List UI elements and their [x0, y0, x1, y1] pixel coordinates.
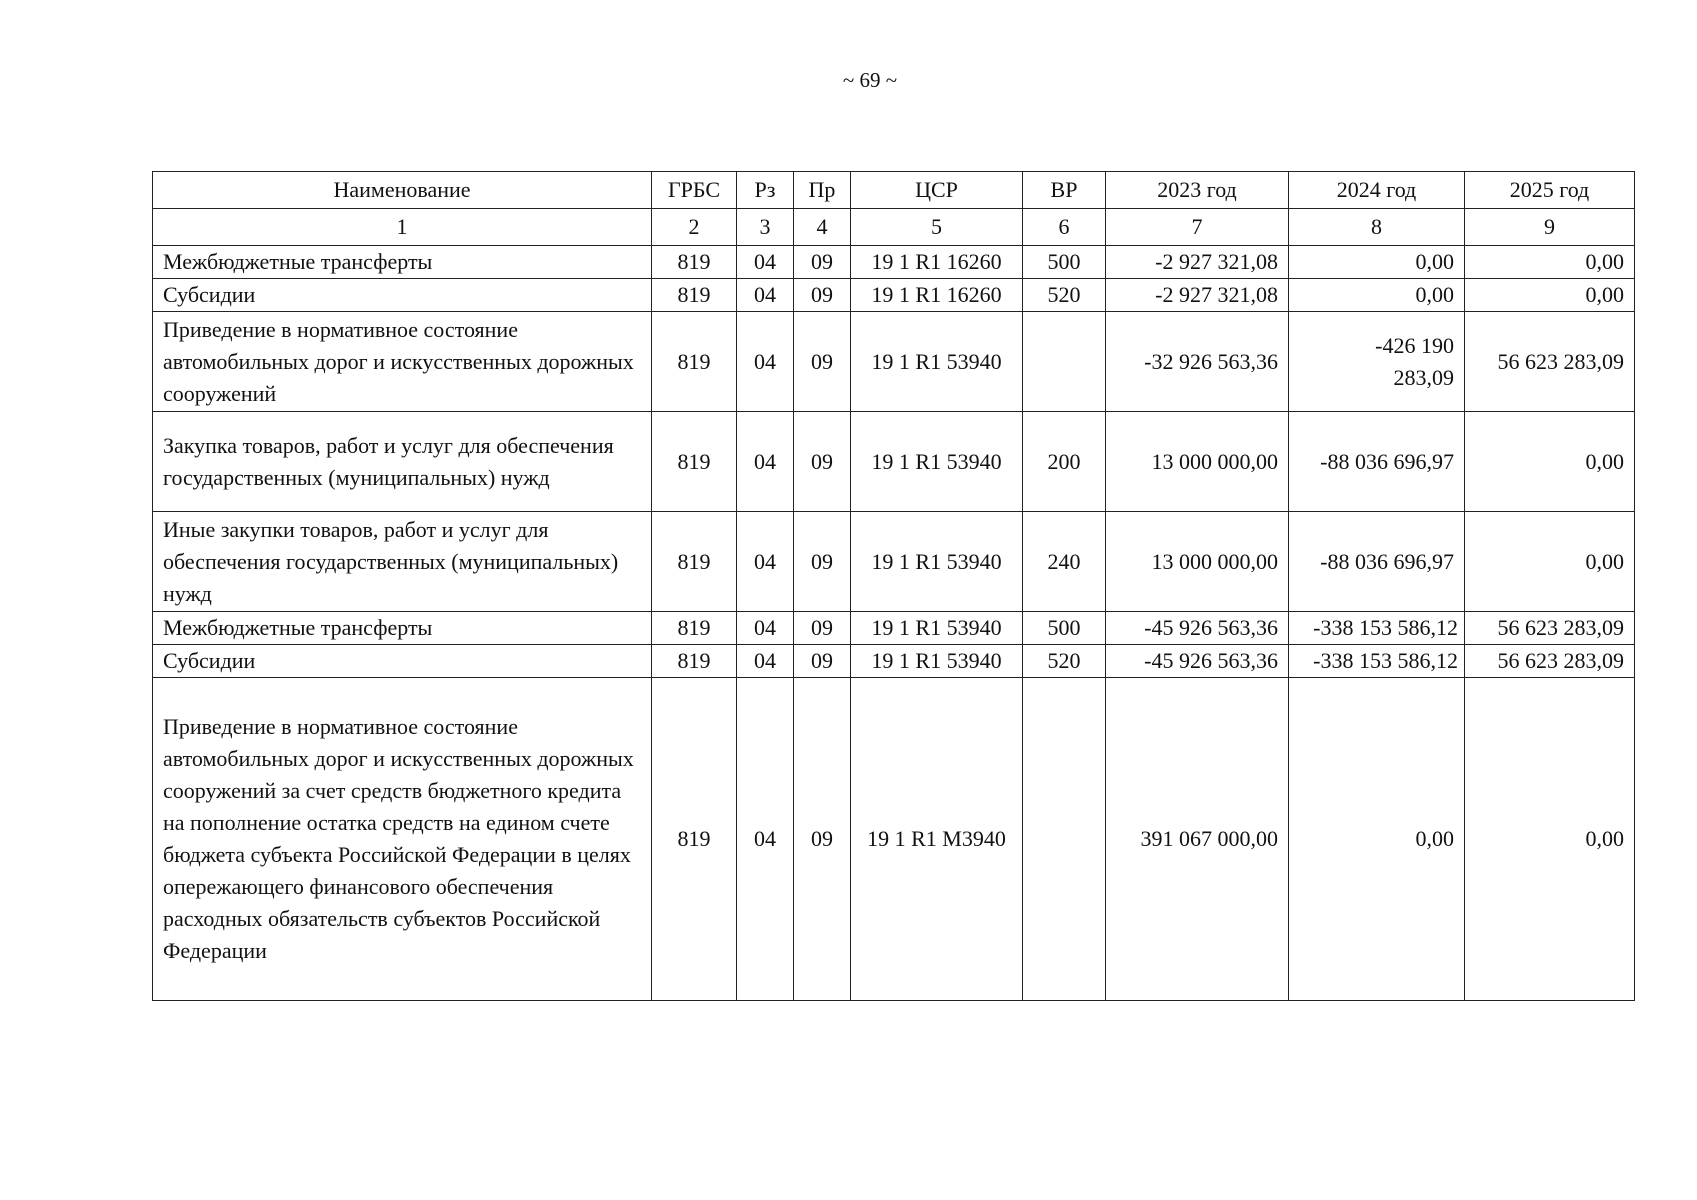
cell-2024: -338 153 586,12 [1289, 612, 1465, 645]
cell-2025: 56 623 283,09 [1465, 612, 1635, 645]
cell-2025: 0,00 [1465, 279, 1635, 312]
cell-name: Иные закупки товаров, работ и услуг для обеспечения государственных (муниципальных) нужд [153, 512, 652, 612]
column-number: 4 [794, 209, 851, 246]
cell-grbs: 819 [652, 312, 737, 412]
column-number: 7 [1106, 209, 1289, 246]
cell-pr: 09 [794, 312, 851, 412]
cell-2024: 0,00 [1289, 279, 1465, 312]
cell-grbs: 819 [652, 279, 737, 312]
column-number: 9 [1465, 209, 1635, 246]
cell-pr: 09 [794, 645, 851, 678]
cell-vr [1023, 312, 1106, 412]
cell-vr: 520 [1023, 279, 1106, 312]
cell-grbs: 819 [652, 612, 737, 645]
cell-csr: 19 1 R1 53940 [851, 645, 1023, 678]
cell-2023: -2 927 321,08 [1106, 279, 1289, 312]
cell-csr: 19 1 R1 53940 [851, 412, 1023, 512]
cell-pr: 09 [794, 678, 851, 1001]
cell-csr: 19 1 R1 53940 [851, 512, 1023, 612]
cell-rz: 04 [737, 246, 794, 279]
cell-vr: 520 [1023, 645, 1106, 678]
cell-rz: 04 [737, 412, 794, 512]
header-name: Наименование [153, 172, 652, 209]
cell-2024: -426 190 283,09 [1289, 312, 1465, 412]
header-rz: Рз [737, 172, 794, 209]
cell-name: Приведение в нормативное состояние автомобильных дорог и искусственных дорожных сооружений за счет средств бюджетного кредита на пополнение остатка средств на едином счете бюджета субъекта Российской Федерации в целях опережающего финансового обеспечения расходных обязательств субъектов Российской Федерации [153, 678, 652, 1001]
cell-pr: 09 [794, 512, 851, 612]
column-number: 8 [1289, 209, 1465, 246]
table-row [153, 612, 1635, 645]
cell-rz: 04 [737, 678, 794, 1001]
cell-2024: -88 036 696,97 [1289, 512, 1465, 612]
cell-rz: 04 [737, 279, 794, 312]
table-row [153, 246, 1635, 279]
cell-vr: 240 [1023, 512, 1106, 612]
cell-2023: -45 926 563,36 [1106, 612, 1289, 645]
header-2024: 2024 год [1289, 172, 1465, 209]
cell-2023: 13 000 000,00 [1106, 412, 1289, 512]
cell-vr: 500 [1023, 612, 1106, 645]
cell-csr: 19 1 R1 16260 [851, 246, 1023, 279]
header-row [153, 172, 1635, 209]
table-row [153, 279, 1635, 312]
cell-pr: 09 [794, 279, 851, 312]
cell-2023: 391 067 000,00 [1106, 678, 1289, 1001]
cell-name: Субсидии [153, 279, 652, 312]
table-row [153, 645, 1635, 678]
cell-name: Приведение в нормативное состояние автомобильных дорог и искусственных дорожных сооружений [153, 312, 652, 412]
cell-pr: 09 [794, 412, 851, 512]
cell-vr: 200 [1023, 412, 1106, 512]
cell-vr: 500 [1023, 246, 1106, 279]
cell-2025: 0,00 [1465, 678, 1635, 1001]
column-number-row [153, 209, 1635, 246]
cell-2024: -338 153 586,12 [1289, 645, 1465, 678]
cell-rz: 04 [737, 612, 794, 645]
table-row [153, 312, 1635, 412]
column-number: 2 [652, 209, 737, 246]
cell-2024: -88 036 696,97 [1289, 412, 1465, 512]
cell-vr [1023, 678, 1106, 1001]
cell-grbs: 819 [652, 645, 737, 678]
header-pr: Пр [794, 172, 851, 209]
cell-2024: 0,00 [1289, 678, 1465, 1001]
cell-csr: 19 1 R1 16260 [851, 279, 1023, 312]
column-number: 3 [737, 209, 794, 246]
cell-2023: -2 927 321,08 [1106, 246, 1289, 279]
cell-name: Межбюджетные трансферты [153, 612, 652, 645]
cell-2023: 13 000 000,00 [1106, 512, 1289, 612]
cell-rz: 04 [737, 312, 794, 412]
budget-table [152, 171, 1635, 1001]
header-2025: 2025 год [1465, 172, 1635, 209]
cell-2025: 0,00 [1465, 512, 1635, 612]
cell-2025: 0,00 [1465, 246, 1635, 279]
cell-pr: 09 [794, 246, 851, 279]
cell-rz: 04 [737, 645, 794, 678]
cell-grbs: 819 [652, 246, 737, 279]
table-row [153, 412, 1635, 512]
page-number: ~ 69 ~ [842, 68, 898, 92]
cell-grbs: 819 [652, 412, 737, 512]
cell-pr: 09 [794, 612, 851, 645]
cell-csr: 19 1 R1 53940 [851, 612, 1023, 645]
column-number: 6 [1023, 209, 1106, 246]
table-row [153, 678, 1635, 1001]
header-csr: ЦСР [851, 172, 1023, 209]
column-number: 5 [851, 209, 1023, 246]
cell-csr: 19 1 R1 53940 [851, 312, 1023, 412]
cell-rz: 04 [737, 512, 794, 612]
cell-grbs: 819 [652, 678, 737, 1001]
cell-csr: 19 1 R1 M3940 [851, 678, 1023, 1001]
cell-name: Закупка товаров, работ и услуг для обеспечения государственных (муниципальных) нужд [153, 412, 652, 512]
header-vr: ВР [1023, 172, 1106, 209]
header-grbs: ГРБС [652, 172, 737, 209]
cell-2023: -45 926 563,36 [1106, 645, 1289, 678]
cell-2024: 0,00 [1289, 246, 1465, 279]
cell-name: Субсидии [153, 645, 652, 678]
header-2023: 2023 год [1106, 172, 1289, 209]
cell-grbs: 819 [652, 512, 737, 612]
cell-2025: 0,00 [1465, 412, 1635, 512]
cell-name: Межбюджетные трансферты [153, 246, 652, 279]
table-row [153, 512, 1635, 612]
cell-2025: 56 623 283,09 [1465, 312, 1635, 412]
cell-2023: -32 926 563,36 [1106, 312, 1289, 412]
column-number: 1 [153, 209, 652, 246]
cell-2025: 56 623 283,09 [1465, 645, 1635, 678]
